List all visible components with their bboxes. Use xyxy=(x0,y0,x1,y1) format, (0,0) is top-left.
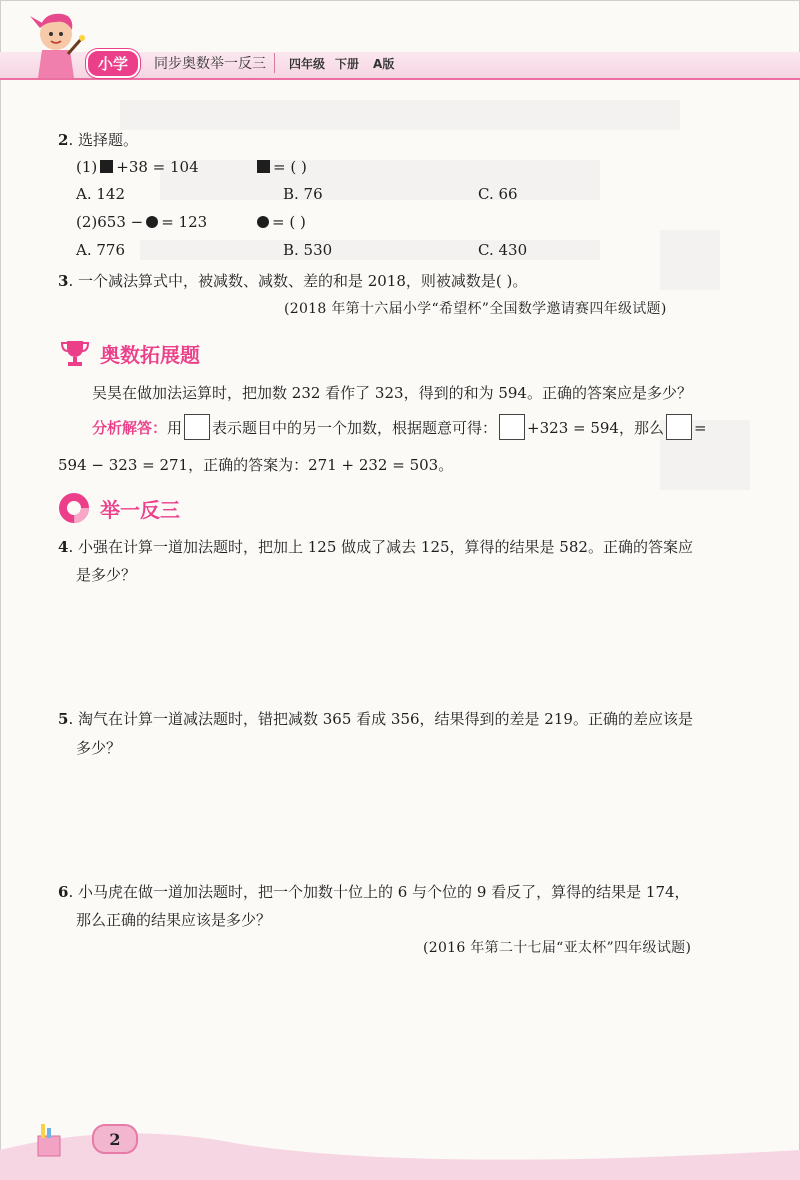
q2-sub2-equation xyxy=(76,212,207,232)
edition-label: A版 xyxy=(373,56,395,71)
q2-title: . 选择题。 xyxy=(68,131,138,149)
page-number: 2 xyxy=(92,1124,138,1154)
olympiad-section-title xyxy=(60,338,200,368)
blank-box xyxy=(184,414,210,440)
analysis-part-4: = xyxy=(693,419,707,437)
q2-sub1-option-b: B. 76 xyxy=(283,185,323,203)
q4-line2: 是多少？ xyxy=(76,566,137,584)
q6-source: (2016 年第二十七届“亚太杯”四年级试题) xyxy=(423,940,692,956)
page-header xyxy=(0,0,800,90)
q2-sub2-option-c: C. 430 xyxy=(478,241,528,259)
q6-number: 6 xyxy=(58,883,69,901)
q5-line2: 多少？ xyxy=(76,739,122,757)
q4-number: 4 xyxy=(58,538,69,556)
grade-label: 四年级 xyxy=(289,56,326,71)
term-label: 下册 xyxy=(335,56,360,71)
analysis-part-2: 表示题目中的另一个加数，根据题意可得： xyxy=(212,419,498,437)
header-tab xyxy=(86,49,394,77)
series-title: 同步奥数举一反三 xyxy=(146,53,275,73)
q3-number: 3 xyxy=(58,272,69,290)
q2-heading xyxy=(58,130,138,150)
q5-line1 xyxy=(58,709,693,729)
q5-text: . 淘气在计算一道减法题时，错把减数 365 看成 356，结果得到的差是 219。正确的差应该是 xyxy=(68,710,693,728)
q2-sub2-option-b: B. 530 xyxy=(283,241,333,259)
analysis-part-1: 用 xyxy=(167,419,183,437)
brand-badge: 小学 xyxy=(86,49,140,78)
black-dot-icon xyxy=(257,216,269,228)
analysis-part-3: +323 = 594，那么 xyxy=(527,419,664,437)
analysis-label: 分析解答： xyxy=(92,419,168,437)
q5-number: 5 xyxy=(58,710,69,728)
q2-sub1-blank: = ( ) xyxy=(273,158,307,176)
q2-sub2-ask xyxy=(254,212,306,232)
q2-sub1-lead: (1) xyxy=(76,158,98,176)
practice-section-title xyxy=(58,492,180,524)
mascot-icon xyxy=(22,8,86,82)
q2-sub1-equation xyxy=(76,157,199,177)
q2-sub2-expr: = 123 xyxy=(161,213,208,231)
black-square-icon xyxy=(100,160,113,173)
ring-icon xyxy=(58,492,90,524)
q2-sub2-option-a: A. 776 xyxy=(76,241,125,259)
q2-sub2-blank: = ( ) xyxy=(272,213,306,231)
q2-number: 2 xyxy=(58,131,69,149)
olympiad-analysis xyxy=(92,414,707,441)
q2-sub1-option-c: C. 66 xyxy=(478,185,518,203)
olympiad-problem: 吴昊在做加法运算时，把加数 232 看作了 323，得到的和为 594。正确的答案应是多少？ xyxy=(92,384,692,402)
q4-line1 xyxy=(58,537,693,557)
q4-text: . 小强在计算一道加法题时，把加上 125 做成了减去 125，算得的结果是 582。正确的答案应 xyxy=(68,538,693,556)
q3-text xyxy=(58,271,527,291)
olympiad-title-label: 奥数拓展题 xyxy=(100,342,200,367)
q2-sub2-lead: (2)653 − xyxy=(76,213,144,231)
q3-body: . 一个减法算式中，被减数、减数、差的和是 2018，则被减数是( )。 xyxy=(68,272,528,290)
practice-title-label: 举一反三 xyxy=(100,497,180,522)
q2-sub1-expr: +38 = 104 xyxy=(116,158,199,176)
blank-box xyxy=(666,414,692,440)
q2-sub1-ask xyxy=(254,157,307,177)
black-dot-icon xyxy=(146,216,158,228)
q6-line1 xyxy=(58,882,690,902)
q2-sub1-option-a: A. 142 xyxy=(76,185,125,203)
black-square-icon xyxy=(257,160,270,173)
olympiad-answer: 594 − 323 = 271，正确的答案为：271 + 232 = 503。 xyxy=(58,456,454,474)
trophy-icon xyxy=(60,338,90,368)
q6-line2: 那么正确的结果应该是多少？ xyxy=(76,911,272,929)
blank-box xyxy=(499,414,525,440)
q6-text: . 小马虎在做一道加法题时，把一个加数十位上的 6 与个位的 9 看反了，算得的结果是 174， xyxy=(68,883,690,901)
q3-source: (2018 年第十六届小学“希望杯”全国数学邀请赛四年级试题) xyxy=(284,301,667,317)
